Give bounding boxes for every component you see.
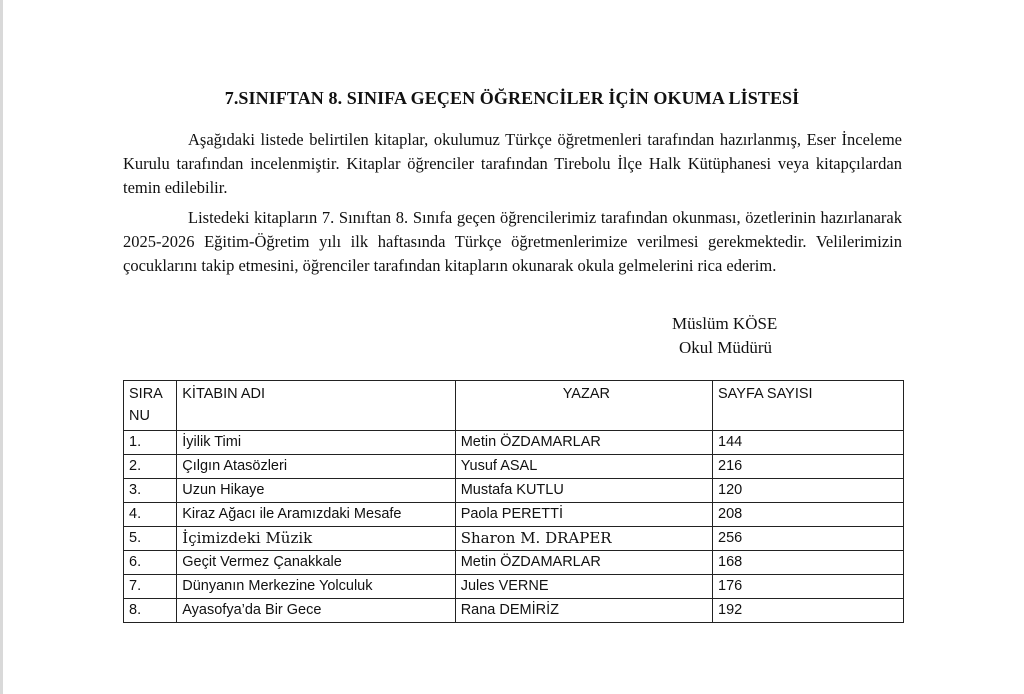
cell-pages: 216 bbox=[713, 455, 904, 479]
document-title: 7.SINIFTAN 8. SINIFA GEÇEN ÖĞRENCİLER İÇİN OKUMA LİSTESİ bbox=[224, 88, 800, 108]
instruction-paragraph-text: Listedeki kitapların 7. Sınıftan 8. Sınıfa geçen öğrencilerimiz tarafından okunması, özetlerinin hazırlanarak 2025-2026 Eğitim-Öğretim yılı ilk haftasında Türkçe öğretmenlerimize verilmesi gerekmektedir. Velilerimizin çocuklarını takip etmesini, öğrenciler tarafından kitapların okunarak okula gelmelerini rica ederim. bbox=[123, 208, 902, 275]
cell-author: Metin ÖZDAMARLAR bbox=[455, 551, 712, 575]
reading-list-table bbox=[123, 380, 904, 623]
signature-name: Müslüm KÖSE bbox=[672, 314, 778, 333]
table-row bbox=[124, 503, 904, 527]
cell-pages: 120 bbox=[713, 479, 904, 503]
cell-no: 3. bbox=[124, 479, 177, 503]
cell-author: Paola PERETTİ bbox=[455, 503, 712, 527]
cell-book: Ayasofya’da Bir Gece bbox=[177, 599, 455, 623]
cell-book: Çılgın Atasözleri bbox=[177, 455, 455, 479]
header-book: KİTABIN ADI bbox=[177, 381, 455, 431]
header-pages: SAYFA SAYISI bbox=[713, 381, 904, 431]
cell-book: İçimizdeki Müzik bbox=[177, 527, 455, 551]
intro-paragraph-text: Aşağıdaki listede belirtilen kitaplar, okulumuz Türkçe öğretmenleri tarafından hazırlanmış, Eser İnceleme Kurulu tarafından incelenmiştir. Kitaplar öğrenciler tarafından Tirebolu İlçe Halk Kütüphanesi veya kitapçılardan temin edilebilir. bbox=[123, 130, 902, 197]
signature-role: Okul Müdürü bbox=[679, 338, 773, 357]
cell-book: Kiraz Ağacı ile Aramızdaki Mesafe bbox=[177, 503, 455, 527]
table-row bbox=[124, 527, 904, 551]
table-row bbox=[124, 575, 904, 599]
table-header-row bbox=[124, 381, 904, 431]
cell-book: Geçit Vermez Çanakkale bbox=[177, 551, 455, 575]
table-row bbox=[124, 479, 904, 503]
cell-no: 4. bbox=[124, 503, 177, 527]
cell-book: Dünyanın Merkezine Yolculuk bbox=[177, 575, 455, 599]
cell-no: 8. bbox=[124, 599, 177, 623]
table-row bbox=[124, 599, 904, 623]
cell-author: Mustafa KUTLU bbox=[455, 479, 712, 503]
table-row bbox=[124, 455, 904, 479]
cell-pages: 256 bbox=[713, 527, 904, 551]
cell-author: Yusuf ASAL bbox=[455, 455, 712, 479]
cell-no: 6. bbox=[124, 551, 177, 575]
cell-book: İyilik Timi bbox=[177, 431, 455, 455]
header-author: YAZAR bbox=[455, 381, 712, 431]
cell-pages: 144 bbox=[713, 431, 904, 455]
cell-no: 2. bbox=[124, 455, 177, 479]
cell-no: 1. bbox=[124, 431, 177, 455]
cell-pages: 176 bbox=[713, 575, 904, 599]
cell-pages: 208 bbox=[713, 503, 904, 527]
cell-author: Metin ÖZDAMARLAR bbox=[455, 431, 712, 455]
table-row bbox=[124, 431, 904, 455]
table-row bbox=[124, 551, 904, 575]
cell-pages: 168 bbox=[713, 551, 904, 575]
cell-book: Uzun Hikaye bbox=[177, 479, 455, 503]
cell-author: Rana DEMİRİZ bbox=[455, 599, 712, 623]
cell-author: Sharon M. DRAPER bbox=[455, 527, 712, 551]
cell-pages: 192 bbox=[713, 599, 904, 623]
header-no: SIRA NU bbox=[124, 381, 177, 431]
instruction-paragraph bbox=[123, 206, 902, 278]
cell-author: Jules VERNE bbox=[455, 575, 712, 599]
intro-paragraph bbox=[123, 128, 902, 200]
cell-no: 7. bbox=[124, 575, 177, 599]
cell-no: 5. bbox=[124, 527, 177, 551]
signature-block bbox=[672, 312, 777, 360]
